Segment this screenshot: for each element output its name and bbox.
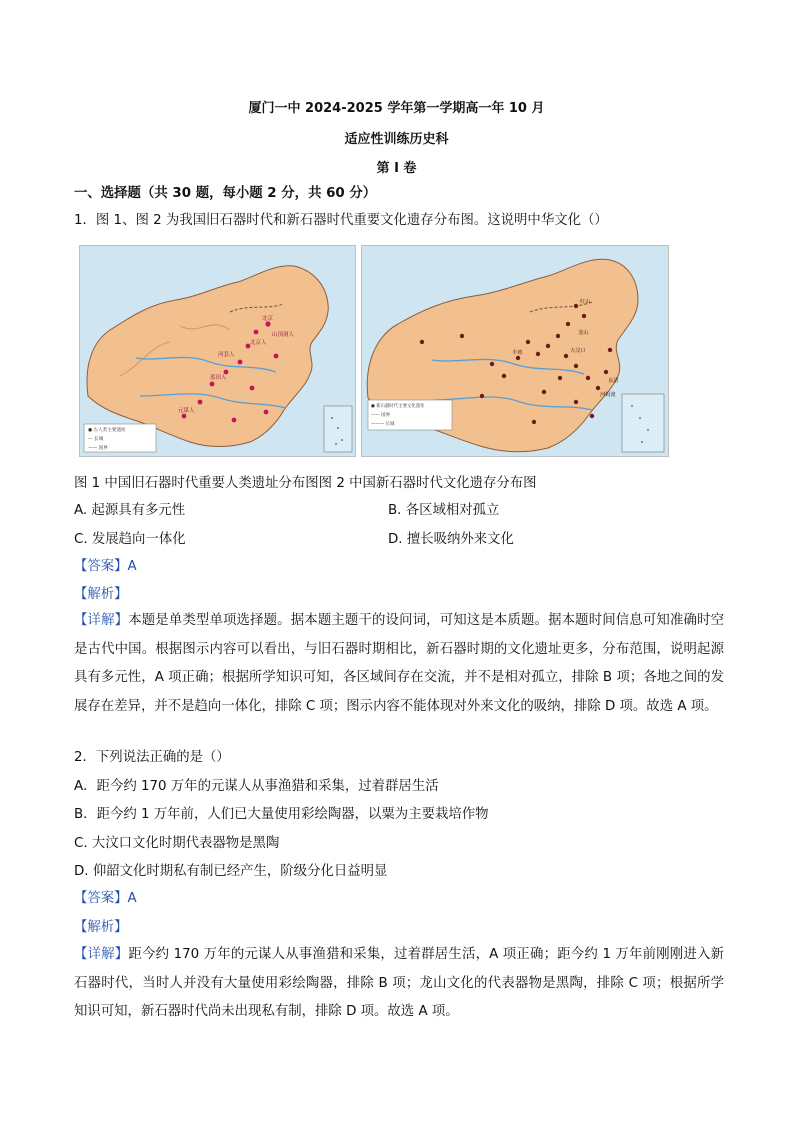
q2-analysis-label: 【解析】: [74, 920, 128, 935]
q2-option-a: A．距今约 170 万年的元谋人从事渔猎和采集，过着群居生活: [74, 779, 439, 794]
map-left-label: 蓝田人: [210, 375, 227, 381]
figure-caption: 图 1 中国旧石器时代重要人类遗址分布图图 2 中国新石器时代文化遗存分布图: [74, 476, 537, 491]
q2-option-d: D. 仰韶文化时期私有制已经产生，阶级分化日益明显: [74, 864, 388, 879]
question-2-stem: 2．下列说法正确的是（）: [74, 750, 230, 765]
q1-answer: 【答案】A: [74, 559, 137, 574]
q2-answer: 【答案】A: [74, 891, 137, 906]
map-right-legend-item: ——— 长城: [371, 422, 395, 427]
question-1-stem: 1．图 1、图 2 为我国旧石器时代和新石器时代重要文化遗存分布图。这说明中华文化（）: [74, 213, 608, 228]
q2-option-c: C. 大汶口文化时期代表器物是黑陶: [74, 836, 280, 851]
map-left-legend-item: ● 古人类主要遗址: [88, 428, 126, 433]
q2-detail-text: 距今约 170 万年的元谋人从事渔猎和采集，过着群居生活，A 项正确；距今约 1 万年前刚刚进入新石器时代，当时人并没有大量使用彩绘陶器，排除 B 项；龙山文化的代表器物是黑陶，排除 C 项；根据所学知识可知，新石器时代尚未出现私有制，排除 D 项。故选 A 项。: [74, 947, 724, 1019]
map-left-label: 北京人: [250, 340, 267, 346]
q1-option-a: A. 起源具有多元性: [74, 503, 186, 518]
map-right-legend-item: ● 新石器时代主要文化遗址: [371, 404, 425, 409]
q1-detail-text: 本题是单类型单项选择题。据本题主题干的设问词，可知这是本质题。据本题时间信息可知准确时空是古代中国。根据图示内容可以看出，与旧石器时期相比，新石器时期的文化遗址更多，分布范围，说明起源具有多元性，A 项正确；根据所学知识可知，各区域间存在交流，并不是相对孤立，排除 B 项；各地之间的发展存在差异，并不是趋向一体化，排除 C 项；图示内容不能体现对外来文化的吸纳，排除 D 项。故选 A 项。: [74, 613, 725, 714]
q1-option-d: D. 擅长吸纳外来文化: [388, 532, 514, 547]
map-paleolithic-sites: [79, 245, 356, 457]
map-right-label: 良渚: [608, 378, 619, 384]
map-left-label: 河套人: [218, 352, 235, 358]
map-right-legend-item: —— 国界: [371, 413, 390, 418]
map-neolithic-sites: [361, 245, 669, 457]
q1-analysis-label: 【解析】: [74, 587, 128, 602]
q2-option-b: B．距今约 1 万年前，人们已大量使用彩绘陶器，以粟为主要栽培作物: [74, 807, 489, 822]
map-right-label: 大汶口: [570, 348, 586, 354]
map-right-label: 河姆渡: [600, 392, 616, 398]
exam-subtitle: 适应性训练历史科: [344, 132, 449, 147]
q1-detail: [74, 607, 724, 721]
map-paleolithic-svg: [80, 246, 355, 456]
q2-detail-label: 【详解】: [74, 947, 129, 962]
map-right-label: 龙山: [578, 330, 589, 336]
map-right-label: 半坡: [512, 350, 523, 356]
q1-option-b: B. 各区域相对孤立: [388, 503, 500, 518]
q1-detail-label: 【详解】: [74, 613, 129, 628]
map-left-label: 北京: [262, 316, 274, 322]
map-right-label: 红山: [580, 299, 591, 305]
section-heading: 一、选择题（共 30 题，每小题 2 分，共 60 分）: [74, 186, 377, 201]
exam-title: 厦门一中 2024-2025 学年第一学期高一年 10 月: [248, 101, 545, 116]
map-left-legend-item: — 长城: [88, 437, 104, 442]
map-left-label: 山顶洞人: [272, 332, 295, 338]
q2-detail: [74, 941, 724, 1027]
map-left-label: 元谋人: [178, 408, 195, 414]
q1-option-c: C. 发展趋向一体化: [74, 532, 186, 547]
map-neolithic-svg: [362, 246, 668, 456]
volume-label: 第 I 卷: [376, 161, 417, 176]
map-left-legend-item: —— 国界: [88, 446, 108, 451]
